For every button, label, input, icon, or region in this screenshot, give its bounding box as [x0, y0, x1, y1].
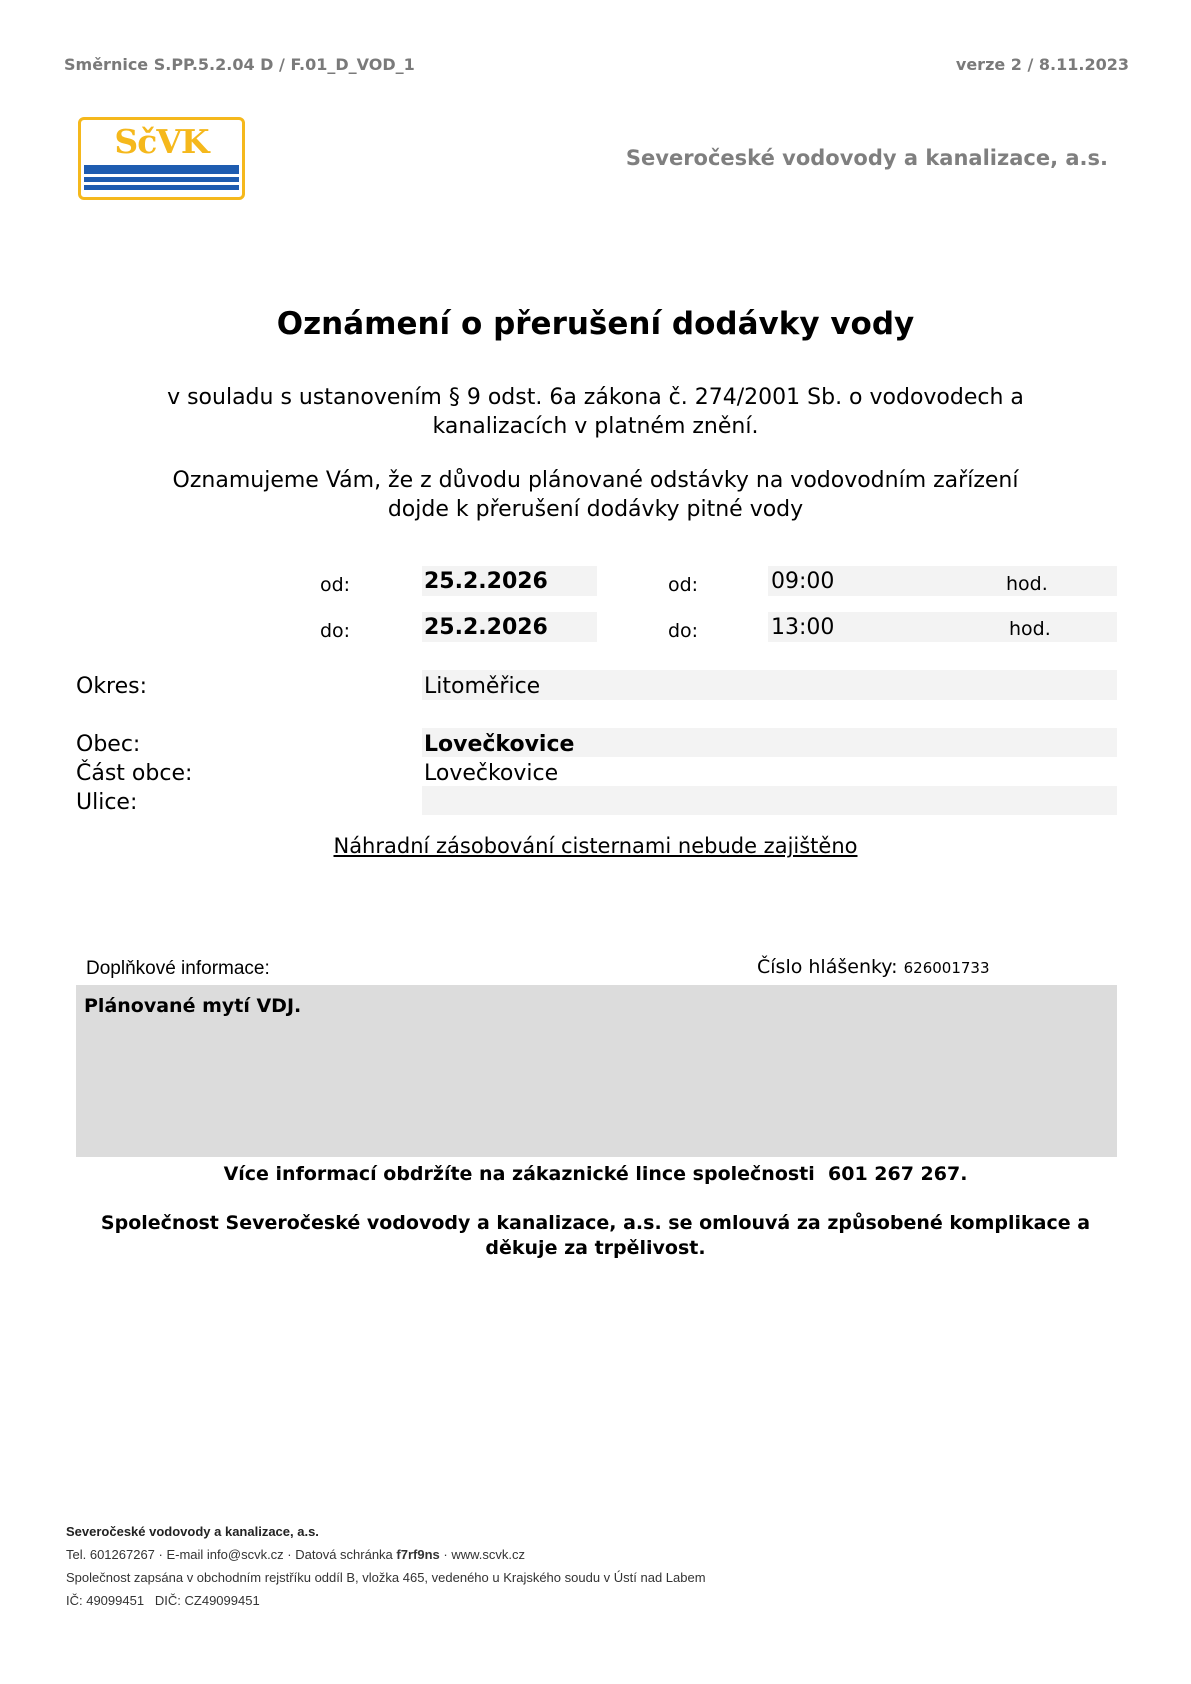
page-title: Oznámení o přerušení dodávky vody: [276, 306, 915, 342]
footer-company: Severočeské vodovody a kanalizace, a.s.: [66, 1524, 319, 1539]
logo-text: SčVK: [114, 122, 209, 161]
customer-line-info: Více informací obdržíte na zákaznické lince společnosti 601 267 267.: [223, 1163, 968, 1185]
additional-info-text: Plánované mytí VDJ.: [84, 995, 302, 1017]
report-number-label: Číslo hlášenky:: [757, 956, 898, 978]
legal-basis: [0, 383, 1191, 441]
directive-code: Směrnice S.PP.5.2.04 D / F.01_D_VOD_1: [64, 55, 415, 74]
legal-line-2: kanalizacích v platném znění.: [432, 414, 759, 439]
notice-line-2: dojde k přerušení dodávky pitné vody: [387, 497, 804, 522]
to-time-unit: hod.: [1009, 618, 1051, 640]
company-name: Severočeské vodovody a kanalizace, a.s.: [625, 146, 1108, 170]
to-time-value: 13:00: [771, 615, 835, 640]
footer-contact-suffix: · www.scvk.cz: [439, 1547, 525, 1562]
footer-ids: IČ: 49099451 DIČ: CZ49099451: [66, 1593, 260, 1608]
to-date-label: do:: [320, 620, 351, 642]
municipality-value: Lovečkovice: [424, 732, 575, 757]
notice-line-1: Oznamujeme Vám, že z důvodu plánované odstávky na vodovodním zařízení: [172, 468, 1019, 493]
apology-text: [0, 1211, 1191, 1261]
scvk-logo: [78, 117, 245, 200]
replacement-supply-note: Náhradní zásobování cisternami nebude zajištěno: [333, 834, 858, 858]
footer-registry: Společnost zapsána v obchodním rejstříku oddíl B, vložka 465, vedeného u Krajského soudu v Ústí nad Labem: [66, 1570, 706, 1585]
report-number-value: 626001733: [903, 959, 990, 977]
street-label: Ulice:: [76, 790, 138, 815]
from-date-value: 25.2.2026: [424, 569, 548, 594]
logo-water-stripes-icon: [84, 165, 239, 195]
municipality-label: Obec:: [76, 732, 141, 757]
from-time-value: 09:00: [771, 569, 835, 594]
from-time-unit: hod.: [1006, 573, 1048, 595]
additional-info-label: Doplňkové informace:: [86, 958, 270, 979]
additional-info-box: [76, 985, 1117, 1157]
street-field: [422, 786, 1117, 815]
report-number: [757, 956, 990, 978]
apology-line-1: Společnost Severočeské vodovody a kanalizace, a.s. se omlouvá za způsobené komplikace a: [100, 1212, 1091, 1234]
to-time-label: do:: [668, 620, 699, 642]
version-date: verze 2 / 8.11.2023: [955, 55, 1129, 74]
part-value: Lovečkovice: [424, 761, 559, 786]
to-date-value: 25.2.2026: [424, 615, 548, 640]
footer-data-box: f7rf9ns: [396, 1547, 440, 1562]
apology-line-2: děkuje za trpělivost.: [485, 1237, 706, 1259]
district-label: Okres:: [76, 674, 148, 699]
from-date-label: od:: [320, 574, 351, 596]
from-time-label: od:: [668, 574, 699, 596]
part-label: Část obce:: [76, 761, 193, 786]
footer-contact: [66, 1547, 525, 1562]
notice-text: [0, 466, 1191, 524]
district-value: Litoměřice: [424, 674, 541, 699]
footer-contact-prefix: Tel. 601267267 · E-mail info@scvk.cz · Datová schránka: [66, 1547, 397, 1562]
legal-line-1: v souladu s ustanovením § 9 odst. 6a zákona č. 274/2001 Sb. o vodovodech a: [167, 385, 1024, 410]
